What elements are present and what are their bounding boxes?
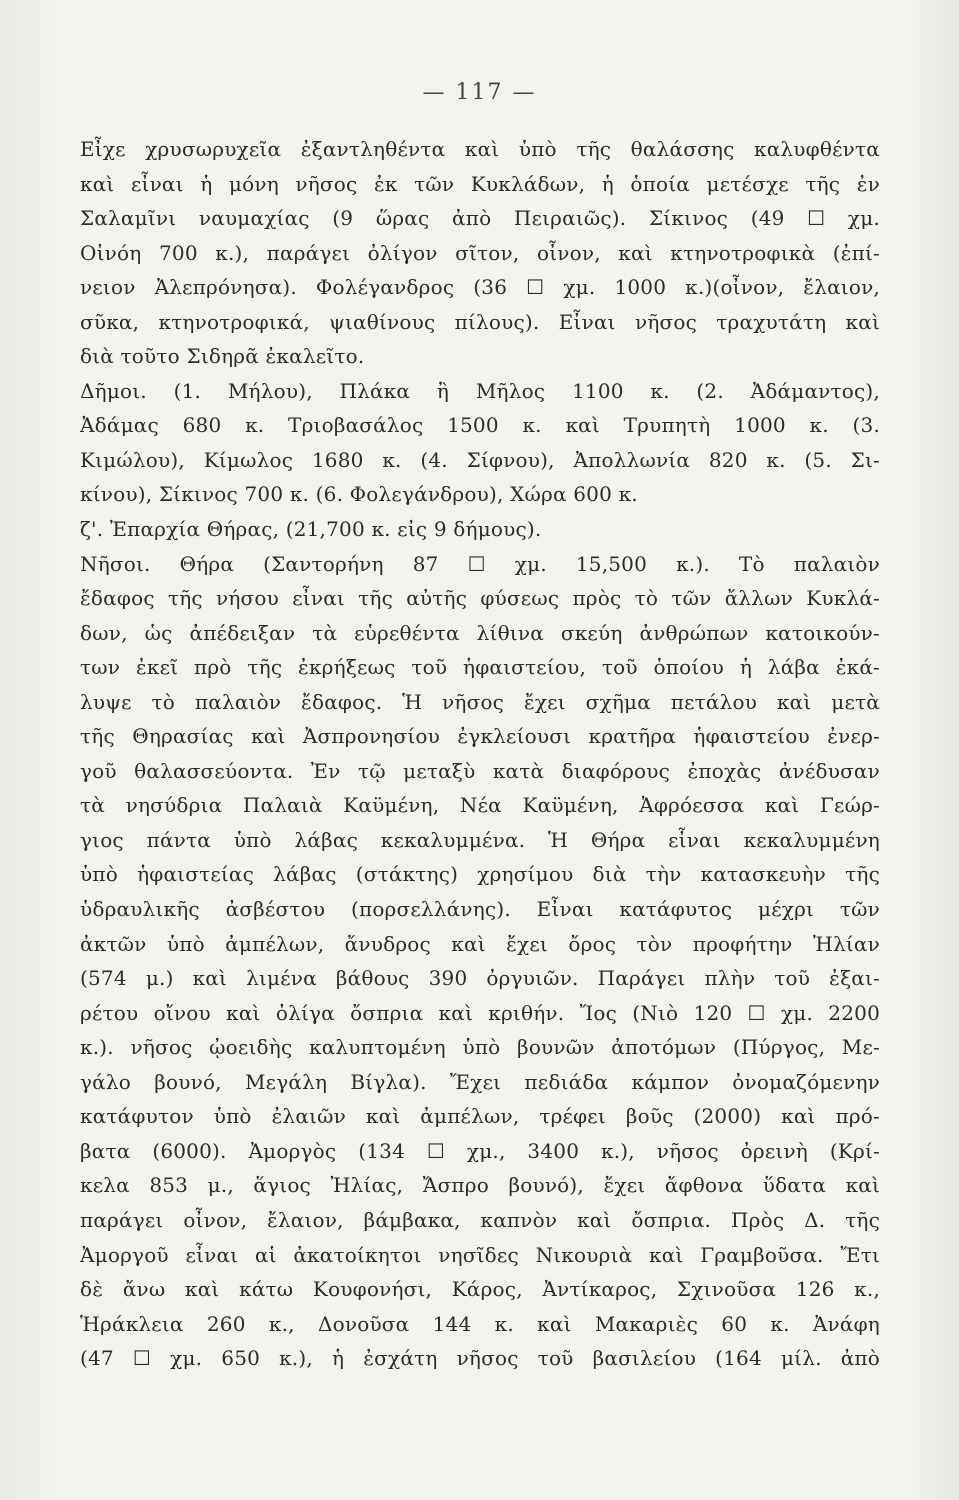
text-line: διὰ τοῦτο Σιδηρᾶ ἐκαλεῖτο. [80,344,365,369]
text-line: κατάφυτον ὑπὸ ἐλαιῶν καὶ ἀμπέλων, τρέφει βοῦς (2000) καὶ πρό- [80,1104,880,1129]
text-line: κελα 853 μ., ἅγιος Ἠλίας, Ἄσπρο βουνό), ἔχει ἄφθονα ὕδατα καὶ [80,1173,880,1198]
text-line: γιος πάντα ὑπὸ λάβας κεκαλυμμένα. Ἡ Θήρα εἶναι κεκαλυμμένη [80,827,880,852]
text-line: ὑπὸ ἡφαιστείας λάβας (στάκτης) χρησίμου διὰ τὴν κατασκευὴν τῆς [80,862,880,887]
text-line: Οἰνόη 700 κ.), παράγει ὀλίγον σῖτον, οἶνον, καὶ κτηνοτροφικὰ (ἐπί- [80,240,880,265]
text-line: ρέτου οἴνου καὶ ὀλίγα ὄσπρια καὶ κριθήν. Ἴος (Νιὸ 120 ☐ χμ. 2200 [80,1000,880,1025]
text-line: Δῆμοι. (1. Μήλου), Πλάκα ἢ Μῆλος 1100 κ. (2. Ἀδάμαντος), [80,378,880,403]
text-line: παράγει οἶνον, ἔλαιον, βάμβακα, καπνὸν καὶ ὄσπρια. Πρὸς Δ. τῆς [80,1207,880,1232]
text-line: (574 μ.) καὶ λιμένα βάθους 390 ὀργυιῶν. Παράγει πλὴν τοῦ ἐξαι- [80,966,880,991]
text-line: Εἶχε χρυσωρυχεῖα ἐξαντληθέντα καὶ ὑπὸ τῆς θαλάσσης καλυφθέντα [80,137,880,161]
text-line: δων, ὡς ἀπέδειξαν τὰ εὑρεθέντα λίθινα σκεύη ἀνθρώπων κατοικούν- [80,620,880,645]
text-line: κίνου), Σίκινος 700 κ. (6. Φολεγάνδρου), Χώρα 600 κ. [80,482,638,507]
text-line: δὲ ἄνω καὶ κάτω Κουφονήσι, Κάρος, Ἀντίκαρος, Σχινοῦσα 126 κ., [80,1277,880,1302]
text-line: Ἡράκλεια 260 κ., Δονοῦσα 144 κ. καὶ Μακαριὲς 60 κ. Ἀνάφη [80,1311,880,1336]
text-line: κ.). νῆσος ᾠοειδὴς καλυπτομένη ὑπὸ βουνῶν ἀποτόμων (Πύργος, Με- [80,1035,880,1060]
text-line: ὑδραυλικῆς ἀσβέστου (πορσελλάνης). Εἶναι κατάφυτος μέχρι τῶν [80,897,880,922]
text-line: Κιμώλου), Κίμωλος 1680 κ. (4. Σίφνου), Ἀπολλωνία 820 κ. (5. Σι- [80,447,880,472]
text-line: ζ'. Ἐπαρχία Θήρας, (21,700 κ. εἰς 9 δήμους). [80,517,542,542]
text-line: τῆς Θηρασίας καὶ Ἀσπρονησίου ἐγκλείουσι κρατῆρα ἡφαιστείου ἐνερ- [80,724,880,749]
text-line: των ἐκεῖ πρὸ τῆς ἐκρήξεως τοῦ ἡφαιστείου, τοῦ ὁποίου ἡ λάβα ἐκά- [80,655,880,680]
text-line: λυψε τὸ παλαιὸν ἔδαφος. Ἡ νῆσος ἔχει σχῆμα πετάλου καὶ μετὰ [80,689,880,714]
text-line: Ἀδάμας 680 κ. Τριοβασάλος 1500 κ. καὶ Τρυπητὴ 1000 κ. (3. [80,413,880,438]
text-line: καὶ εἶναι ἡ μόνη νῆσος ἐκ τῶν Κυκλάδων, ἡ ὁποία μετέσχε τῆς ἐν [80,171,880,196]
text-line: Νῆσοι. Θήρα (Σαντορήνη 87 ☐ χμ. 15,500 κ.). Τὸ παλαιὸν [80,551,880,576]
page-number: — 117 — [422,80,537,105]
text-line: Ἀμοργοῦ εἶναι αἱ ἀκατοίκητοι νησῖδες Νικουριὰ καὶ Γραμβοῦσα. Ἔτι [80,1242,880,1267]
text-line: Σαλαμῖνι ναυμαχίας (9 ὥρας ἀπὸ Πειραιῶς). Σίκινος (49 ☐ χμ. [80,206,880,231]
text-line: γάλο βουνό, Μεγάλη Βίγλα). Ἔχει πεδιάδα κάμπον ὀνομαζόμενην [80,1069,880,1094]
text-line: σῦκα, κτηνοτροφικά, ψιαθίνους πίλους). Εἶναι νῆσος τραχυτάτη καὶ [80,309,880,334]
text-line: βατα (6000). Ἀμοργὸς (134 ☐ χμ., 3400 κ.), νῆσος ὀρεινὴ (Κρί- [80,1138,880,1163]
text-line: νειον Ἀλεπρόνησα). Φολέγανδρος (36 ☐ χμ. 1000 κ.)(οἶνον, ἔλαιον, [80,275,880,300]
body-text [80,132,880,1376]
text-line: γοῦ θαλασσεύοντα. Ἐν τῷ μεταξὺ κατὰ διαφόρους ἐποχὰς ἀνέδυσαν [80,758,880,783]
text-line: τὰ νησύδρια Παλαιὰ Καϋμένη, Νέα Καϋμένη, Ἀφρόεσσα καὶ Γεώρ- [80,793,880,818]
text-line: ἔδαφος τῆς νήσου εἶναι τῆς αὐτῆς φύσεως πρὸς τὸ τῶν ἄλλων Κυκλά- [80,586,880,611]
text-line: (47 ☐ χμ. 650 κ.), ἡ ἐσχάτη νῆσος τοῦ βασιλείου (164 μίλ. ἀπὸ [80,1346,880,1371]
text-line: ἀκτῶν ὑπὸ ἀμπέλων, ἄνυδρος καὶ ἔχει ὄρος τὸν προφήτην Ἠλίαν [80,931,880,956]
